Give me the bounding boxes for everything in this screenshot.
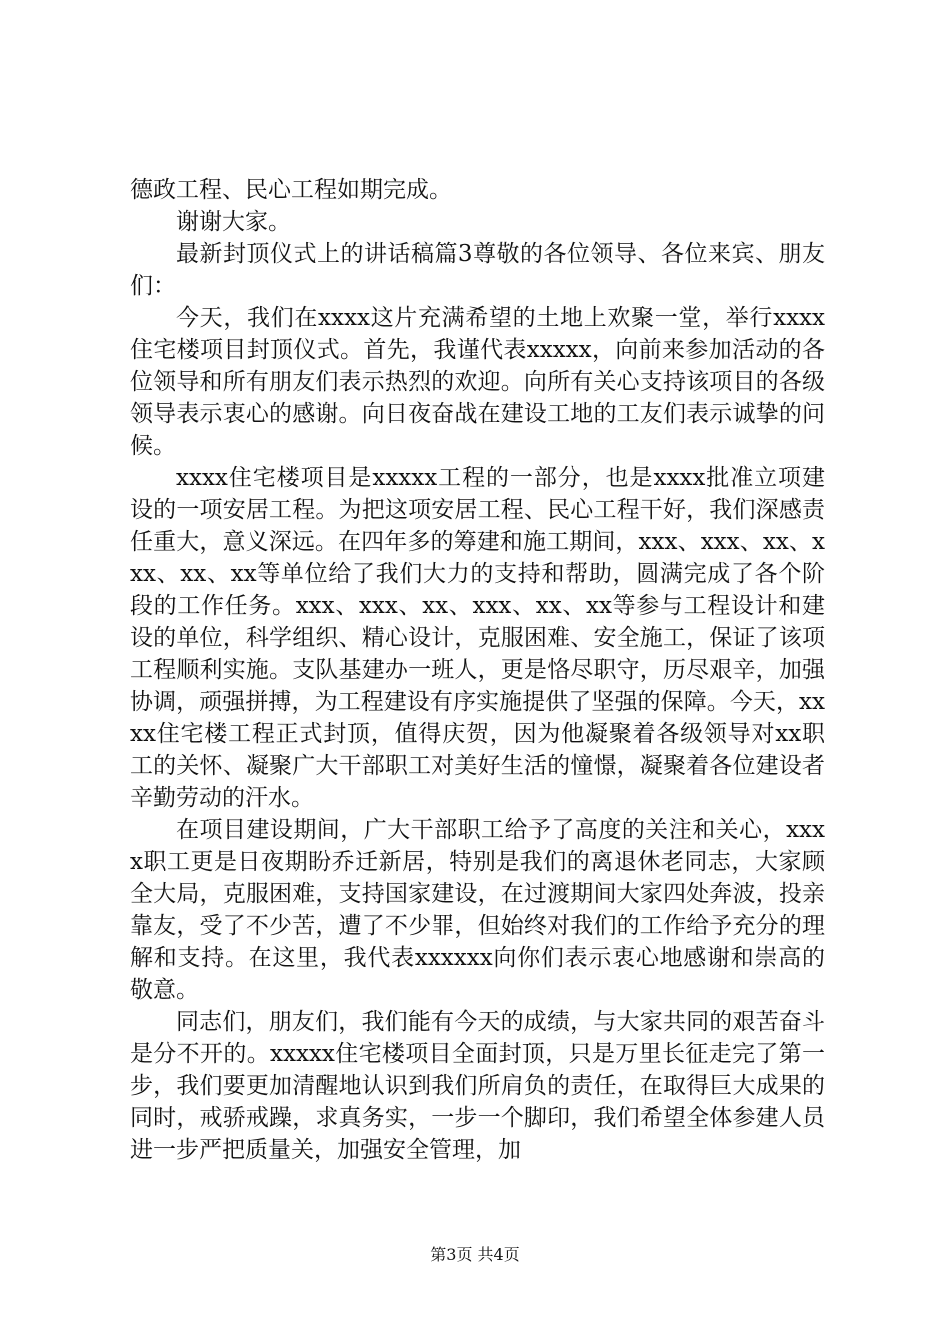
page-number-footer: 第3页 共4页 [430, 1245, 520, 1264]
paragraph-welcome: 今天，我们在xxxx这片充满希望的土地上欢聚一堂，举行xxxx住宅楼项目封顶仪式。首先，我谨代表xxxxx，向前来参加活动的各位领导和所有朋友们表示热烈的欢迎。向所有关心支持该项目的各级领导表示衷心的感谢。向日夜奋战在建设工地的工友们表示诚挚的问候。 [130, 305, 825, 459]
paragraph-speech-heading: 最新封顶仪式上的讲话稿篇3尊敬的各位领导、各位来宾、朋友们： [130, 241, 825, 299]
paragraph-project-overview: xxxx住宅楼项目是xxxxx工程的一部分，也是xxxx批准立项建设的一项安居工程。为把这项安居工程、民心工程干好，我们深感责任重大，意义深远。在四年多的筹建和施工期间，xxx、xxx、xx、xxx、xx、xx等单位给了我们大力的支持和帮助，圆满完成了各个阶段的工作任务。xxx、xxx、xx、xxx、xx、xx等参与工程设计和建设的单位，科学组织、精心设计，克服困难、安全施工，保证了该项工程顺利实施。支队基建办一班人，更是恪尽职守，历尽艰辛，加强协调，顽强拼搏，为工程建设有序实施提供了坚强的保障。今天，xxxx住宅楼工程正式封顶，值得庆贺，因为他凝聚着各级领导对xx职工的关怀、凝聚广大干部职工对美好生活的憧憬，凝聚着各位建设者辛勤劳动的汗水。 [130, 465, 825, 811]
paragraph-staff-support: 在项目建设期间，广大干部职工给予了高度的关注和关心，xxxx职工更是日夜期盼乔迁新居，特别是我们的离退休老同志，大家顾全大局，克服困难，支持国家建设，在过渡期间大家四处奔波，投亲靠友，受了不少苦，遭了不少罪，但始终对我们的工作给予充分的理解和支持。在这里，我代表xxxxxx向你们表示衷心地感谢和崇高的敬意。 [130, 817, 825, 1003]
paragraph-closing: 同志们，朋友们，我们能有今天的成绩，与大家共同的艰苦奋斗是分不开的。xxxxx住宅楼项目全面封顶，只是万里长征走完了第一步，我们要更加清醒地认识到我们所肩负的责任，在取得巨大成果的同时，戒骄戒躁，求真务实，一步一个脚印，我们希望全体参建人员进一步严把质量关，加强安全管理，加 [130, 1009, 825, 1163]
document-body [130, 174, 825, 1166]
paragraph-thanks: 谢谢大家。 [176, 209, 291, 235]
paragraph-continuation: 德政工程、民心工程如期完成。 [130, 177, 452, 203]
